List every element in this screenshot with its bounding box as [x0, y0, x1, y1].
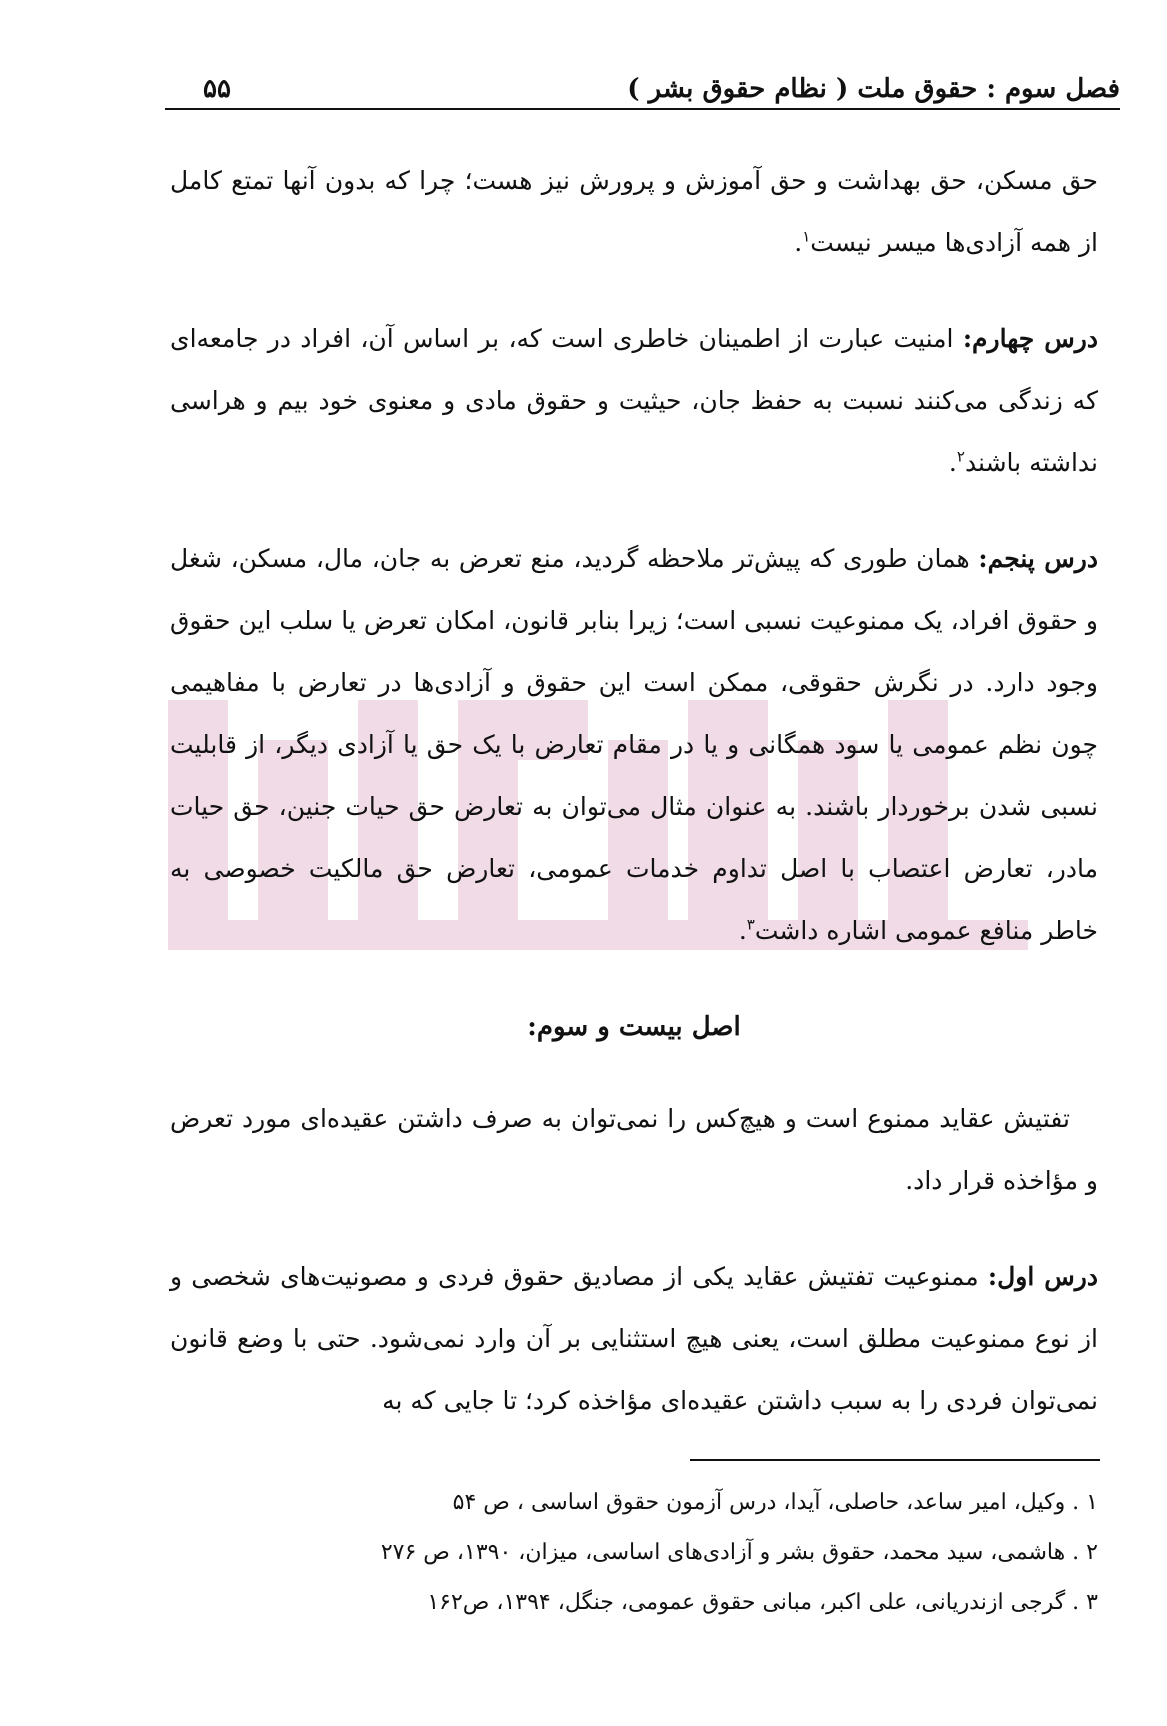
footnote-1: ۱ . وکیل، امیر ساعد، حاصلی، آیدا، درس آزمون حقوق اساسی ، ص ۵۴ [452, 1490, 1098, 1515]
footnote-ref: ۲ [956, 447, 965, 466]
page-number: ۵۵ [203, 74, 231, 104]
footnote-2: ۲ . هاشمی، سید محمد، حقوق بشر و آزادی‌های اساسی، میزان، ۱۳۹۰، ص ۲۷۶ [380, 1540, 1098, 1565]
footnote-3: ۳ . گرجی ازندریانی، علی اکبر، مبانی حقوق عمومی، جنگل، ۱۳۹۴، ص۱۶۲ [427, 1590, 1098, 1615]
paragraph-lesson-1 [170, 1246, 1098, 1432]
paragraph-1: حق مسکن، حق بهداشت و حق آموزش و پرورش نیز هست؛ چرا که بدون آنها تمتع کامل از همه آزادی‌ها میسر نیست$^۱$. [170, 166, 1098, 257]
footnote-divider [690, 1459, 1100, 1461]
footnote-ref: ۱ [802, 227, 811, 246]
paragraph-label: درس چهارم: [962, 324, 1098, 353]
page-header [165, 66, 1120, 110]
footnote-ref: ۳ [746, 915, 755, 934]
paragraph-label: درس پنجم: [978, 544, 1098, 573]
paragraph-text: امنیت عبارت از اطمینان خاطری است که، بر اساس آن، افراد در جامعه‌ای که زندگی می‌کنند نسبت به حفظ جان، حیثیت و حقوق مادی و معنوی خود بیم و هراسی نداشته باشند [170, 324, 1098, 477]
section-heading: اصل بیست و سوم: [527, 1012, 741, 1042]
body-text [170, 150, 1098, 1466]
footnotes [170, 1478, 1098, 1628]
paragraph-label: درس اول: [987, 1262, 1098, 1291]
paragraph-text: حق مسکن، حق بهداشت و حق آموزش و پرورش نیز هست؛ چرا که بدون آنها تمتع کامل از همه آزادی‌ها میسر نیست [170, 166, 1098, 257]
article-text: تفتیش عقاید ممنوع است و هیچ‌کس را نمی‌توان به صرف داشتن عقیده‌ای مورد تعرض و مؤاخذه قرار داد. [170, 1104, 1098, 1195]
paragraph-lesson-5: درس پنجم: همان طوری که پیش‌تر ملاحظه گردید، منع تعرض به جان، مال، مسکن، شغل و حقوق افراد، یک ممنوعیت نسبی است؛ زیرا بنابر قانون، امکان تعرض یا سلب این حقوق وجود دارد. در نگرش حقوقی، ممکن است این حقوق و آزادی‌ها در تعارض با مفاهیمی چون نظم عمومی یا سود همگانی و یا در مقام تعارض با یک حق یا آزادی دیگر، از قابلیت نسبی شدن برخوردار باشند. به عنوان مثال می‌توان به تعارض حق حیات جنین، حق حیات مادر، تعارض اعتصاب با اصل تداوم خدمات عمومی، تعارض حق مالکیت خصوصی به خاطر منافع عمومی اشاره داشت$^۳$. [170, 544, 1099, 945]
paragraph-text: ممنوعیت تفتیش عقاید یکی از مصادیق حقوق فردی و مصونیت‌های شخصی و از نوع ممنوعیت مطلق است، یعنی هیچ استثنایی بر آن وارد نمی‌شود. حتی با وضع قانون نمی‌توان فردی را به سبب داشتن عقیده‌ای مؤاخذه کرد؛ تا جایی که به [170, 1262, 1098, 1415]
chapter-title: فصل سوم : حقوق ملت ( نظام حقوق بشر ) [627, 74, 1120, 104]
paragraph-text: همان طوری که پیش‌تر ملاحظه گردید، منع تعرض به جان، مال، مسکن، شغل و حقوق افراد، یک ممنوعیت نسبی است؛ زیرا بنابر قانون، امکان تعرض یا سلب این حقوق وجود دارد. در نگرش حقوقی، ممکن است این حقوق و آزادی‌ها در تعارض با مفاهیمی چون نظم عمومی یا سود همگانی و یا در مقام تعارض با یک حق یا آزادی دیگر، از قابلیت نسبی شدن برخوردار باشند. به عنوان مثال می‌توان به تعارض حق حیات جنین، حق حیات مادر، تعارض اعتصاب با اصل تداوم خدمات عمومی، تعارض حق مالکیت خصوصی به خاطر منافع عمومی اشاره داشت [170, 544, 1099, 945]
paragraph-lesson-4: درس چهارم: امنیت عبارت از اطمینان خاطری است که، بر اساس آن، افراد در جامعه‌ای که زندگی می‌کنند نسبت به حفظ جان، حیثیت و حقوق مادی و معنوی خود بیم و هراسی نداشته باشند$^۲$. [170, 324, 1098, 477]
